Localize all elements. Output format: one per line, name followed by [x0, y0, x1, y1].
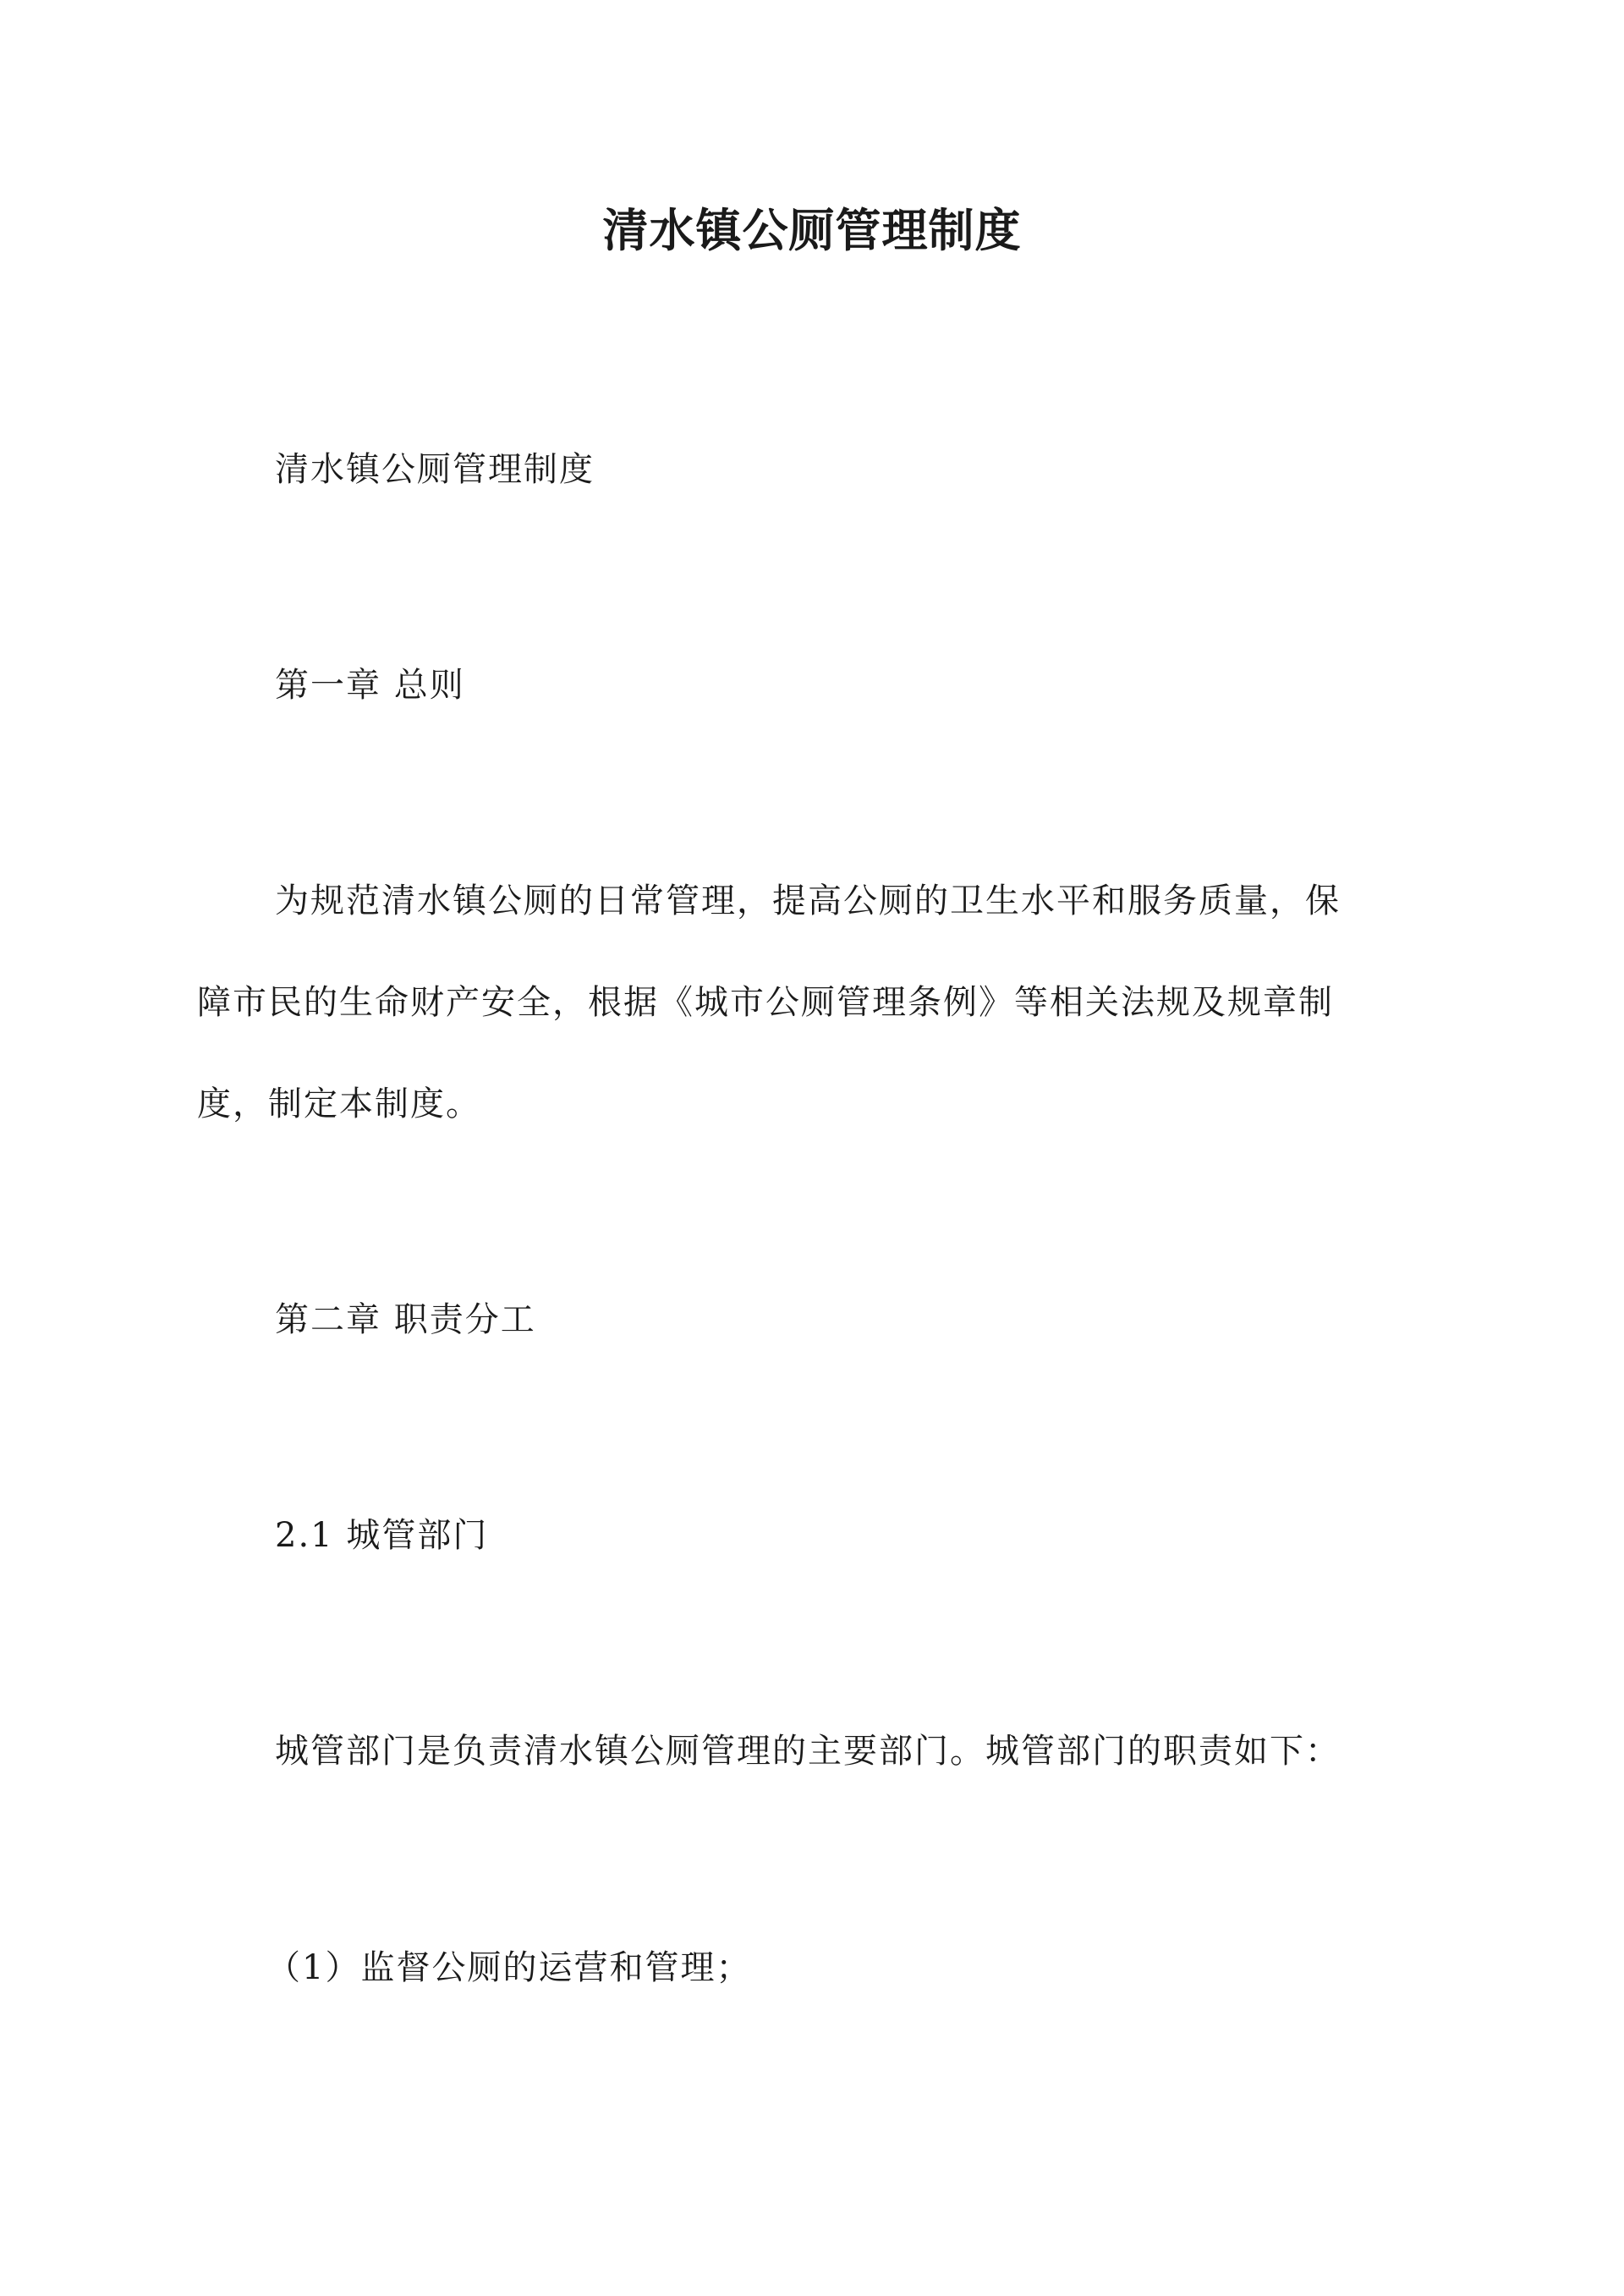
document-title: 清水镇公厕管理制度: [602, 203, 1022, 257]
section-2-1-body: 城管部门是负责清水镇公厕管理的主要部门。城管部门的职责如下：: [275, 1732, 1341, 1771]
document-subtitle: 清水镇公厕管理制度: [275, 450, 595, 489]
chapter-1-heading: 第一章 总则: [275, 666, 465, 705]
chapter-2-heading: 第二章 职责分工: [275, 1300, 536, 1339]
section-2-1-heading: 2.1 城管部门: [275, 1516, 489, 1555]
chapter-1-body-line-2: 障市民的生命财产安全，根据《城市公厕管理条例》等相关法规及规章制: [197, 983, 1334, 1022]
list-item-1: （1）监督公厕的运营和管理；: [266, 1948, 752, 1987]
chapter-1-body-line-3: 度，制定本制度。: [197, 1085, 481, 1123]
chapter-1-body-line-1: 为规范清水镇公厕的日常管理，提高公厕的卫生水平和服务质量，保: [275, 882, 1341, 920]
